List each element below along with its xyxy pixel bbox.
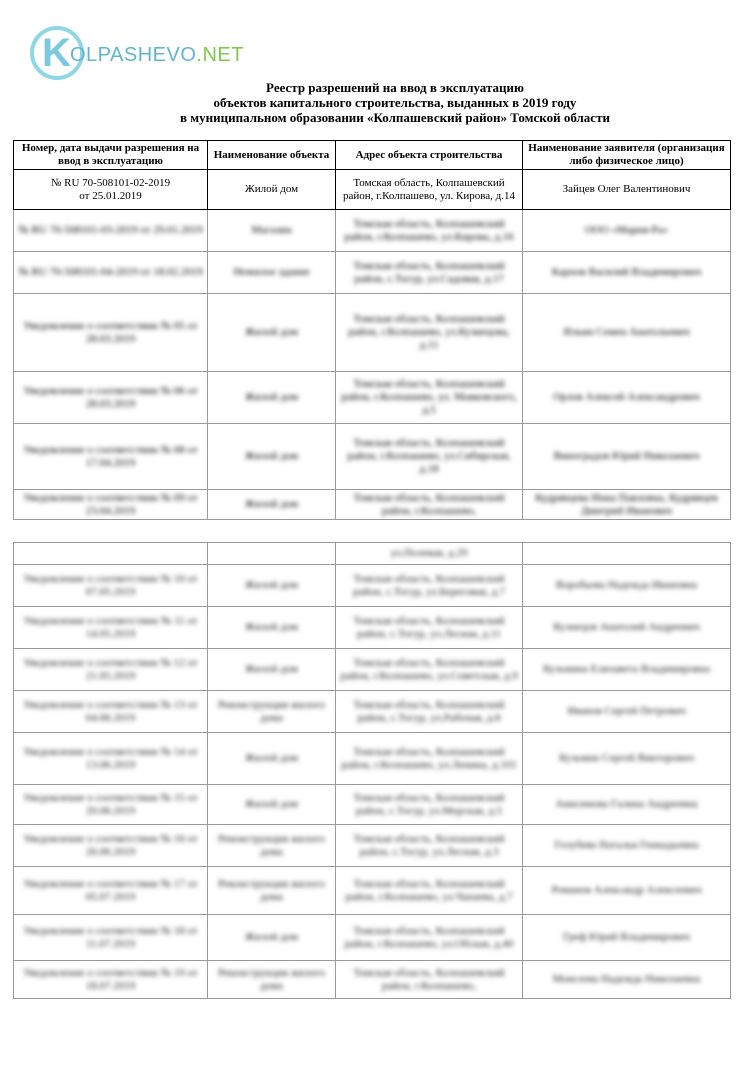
logo-text: [70, 44, 244, 67]
cell-object: Жилой дом: [208, 424, 336, 490]
header-row: [14, 141, 731, 170]
cell-applicant: Кудрявцева Инна Павловна, Кудрявцев Дмитрий Иванович: [523, 490, 731, 520]
document-title: [60, 80, 730, 125]
cell-applicant: Голубева Наталья Геннадьевна: [523, 825, 731, 867]
cell-address: Томская область, Колпашевский район, г.Колпашево, ул. Кирова, д.14: [336, 170, 523, 210]
cell-number: [14, 170, 208, 210]
header-applicant: Наименование заявителя (организация либо физическое лицо): [523, 141, 731, 170]
permit-date: от 25.01.2019: [79, 189, 142, 202]
table-row: [14, 490, 731, 520]
cell-address: Томская область, Колпашевский район, г.Колпашево, ул.Обская, д.40: [336, 915, 523, 961]
table-row: [14, 252, 731, 294]
cell-number: Уведомление о соответствии № 17 от 05.07.2019: [14, 867, 208, 915]
cell-number: Уведомление о соответствии № 06 от 28.03.2019: [14, 372, 208, 424]
cell-number: [14, 543, 208, 565]
title-line-3: в муниципальном образовании «Колпашевский район» Томской области: [180, 110, 610, 125]
cell-address: Томская область, Колпашевский район, с.Тогур, ул.Садовая, д.17: [336, 252, 523, 294]
cell-address: Томская область, Колпашевский район, с.Тогур, ул.Лесная, д.11: [336, 607, 523, 649]
cell-address: Томская область, Колпашевский район, г.Колпашево, ул.Советская, д.9: [336, 649, 523, 691]
cell-object: Магазин: [208, 210, 336, 252]
cell-address: Томская область, Колпашевский район, г.Колпашево, ул.Кузнецова, д.11: [336, 294, 523, 372]
cell-object: Реконструкция жилого дома: [208, 691, 336, 733]
header-address: Адрес объекта строительства: [336, 141, 523, 170]
site-logo: [30, 26, 250, 88]
table-row: [14, 733, 731, 785]
cell-number: Уведомление о соответствии № 18 от 11.07.2019: [14, 915, 208, 961]
cell-object: Жилой дом: [208, 785, 336, 825]
registry-table-page-1: [13, 140, 731, 520]
cell-applicant: Анисимова Галина Андреевна: [523, 785, 731, 825]
cell-object: [208, 543, 336, 565]
cell-object: Жилой дом: [208, 170, 336, 210]
cell-address: Томская область, Колпашевский район, г.Колпашево,: [336, 490, 523, 520]
cell-number: Уведомление о соответствии № 16 от 26.06.2019: [14, 825, 208, 867]
cell-applicant: Греф Юрий Владимирович: [523, 915, 731, 961]
cell-applicant: Романов Александр Алексеевич: [523, 867, 731, 915]
table-row: [14, 210, 731, 252]
cell-object: Жилой дом: [208, 607, 336, 649]
permit-number: № RU 70-508101-02-2019: [50, 176, 171, 189]
table-row: [14, 607, 731, 649]
header-object: Наименование объекта: [208, 141, 336, 170]
cell-applicant: Воробьева Надежда Ивановна: [523, 565, 731, 607]
cell-number: Уведомление о соответствии № 09 от 23.04.2019: [14, 490, 208, 520]
cell-number: Уведомление о соответствии № 19 от 18.07.2019: [14, 961, 208, 999]
cell-applicant: Зайцев Олег Валентинович: [523, 170, 731, 210]
cell-address: Томская область, Колпашевский район, г.Колпашево, ул.Сибирская, д.18: [336, 424, 523, 490]
cell-number: Уведомление о соответствии № 08 от 17.04.2019: [14, 424, 208, 490]
cell-object: Нежилое здание: [208, 252, 336, 294]
cell-address: Томская область, Колпашевский район, с.Тогур, ул.Морская, д.5: [336, 785, 523, 825]
cell-address: Томская область, Колпашевский район, с.Тогур, ул.Рабочая, д.8: [336, 691, 523, 733]
cell-address: Томская область, Колпашевский район, г.Колпашево, ул.Кирова, д.16: [336, 210, 523, 252]
cell-applicant: [523, 543, 731, 565]
logo-letter: K: [42, 31, 71, 75]
cell-object: Жилой дом: [208, 490, 336, 520]
cell-number: № RU 70-508101-03-2019 от 29.01.2019: [14, 210, 208, 252]
cell-address: Томская область, Колпашевский район, г.Колпашево, ул.Чапаева, д.7: [336, 867, 523, 915]
cell-number: Уведомление о соответствии № 11 от 14.05.2019: [14, 607, 208, 649]
cell-object: Жилой дом: [208, 733, 336, 785]
table-row: [14, 294, 731, 372]
table-row: [14, 170, 731, 210]
cell-object: Жилой дом: [208, 294, 336, 372]
cell-address: ул.Полевая, д.29: [336, 543, 523, 565]
cell-number: Уведомление о соответствии № 14 от 13.06.2019: [14, 733, 208, 785]
table-row: [14, 372, 731, 424]
cell-number: Уведомление о соответствии № 05 от 28.03.2019: [14, 294, 208, 372]
cell-object: Жилой дом: [208, 565, 336, 607]
table-row: [14, 691, 731, 733]
cell-number: Уведомление о соответствии № 13 от 04.06.2019: [14, 691, 208, 733]
cell-applicant: Кузьмина Елизавета Владимировна: [523, 649, 731, 691]
table-row: [14, 867, 731, 915]
cell-applicant: Иванов Сергей Петрович: [523, 691, 731, 733]
cell-object: Реконструкция жилого дома: [208, 867, 336, 915]
cell-applicant: Моисеева Надежда Николаевна: [523, 961, 731, 999]
cell-applicant: Кузнецов Анатолий Андреевич: [523, 607, 731, 649]
cell-object: Жилой дом: [208, 915, 336, 961]
table-row: [14, 825, 731, 867]
cell-address: Томская область, Колпашевский район, с.Тогур, ул.Береговая, д.7: [336, 565, 523, 607]
cell-applicant: ООО «Мария-Ра»: [523, 210, 731, 252]
cell-number: Уведомление о соответствии № 10 от 07.05.2019: [14, 565, 208, 607]
cell-object: Реконструкция жилого дома: [208, 961, 336, 999]
cell-address: Томская область, Колпашевский район, с.Тогур, ул.Лесная, д.3: [336, 825, 523, 867]
cell-address: Томская область, Колпашевский район, г.Колпашево,: [336, 961, 523, 999]
table-row: [14, 961, 731, 999]
cell-address: Томская область, Колпашевский район, г.Колпашево, ул. Маяковского, д.5: [336, 372, 523, 424]
cell-applicant: Ильин Семен Анатольевич: [523, 294, 731, 372]
logo-name: OLPASHEVO: [70, 44, 197, 66]
cell-object: Жилой дом: [208, 649, 336, 691]
registry-table-page-2: [13, 542, 731, 999]
cell-applicant: Карпов Василий Владимирович: [523, 252, 731, 294]
cell-number: Уведомление о соответствии № 12 от 21.05.2019: [14, 649, 208, 691]
cell-applicant: Виноградов Юрий Николаевич: [523, 424, 731, 490]
table-row: [14, 565, 731, 607]
title-line-1: Реестр разрешений на ввод в эксплуатацию: [266, 80, 524, 95]
header-number: Номер, дата выдачи разрешения на ввод в эксплуатацию: [14, 141, 208, 170]
cell-number: Уведомление о соответствии № 15 от 20.06.2019: [14, 785, 208, 825]
table-row: [14, 915, 731, 961]
table-row: [14, 543, 731, 565]
table-row: [14, 424, 731, 490]
cell-applicant: Орлов Алексей Александрович: [523, 372, 731, 424]
table-row: [14, 785, 731, 825]
logo-suffix: .NET: [196, 44, 244, 66]
cell-address: Томская область, Колпашевский район, г.Колпашево, ул.Ленина, д.101: [336, 733, 523, 785]
table-row: [14, 649, 731, 691]
cell-object: Реконструкция жилого дома: [208, 825, 336, 867]
cell-applicant: Кузьмин Сергей Викторович: [523, 733, 731, 785]
cell-object: Жилой дом: [208, 372, 336, 424]
cell-number: № RU 70-508101-04-2019 от 18.02.2019: [14, 252, 208, 294]
title-line-2: объектов капитального строительства, выданных в 2019 году: [213, 95, 577, 110]
